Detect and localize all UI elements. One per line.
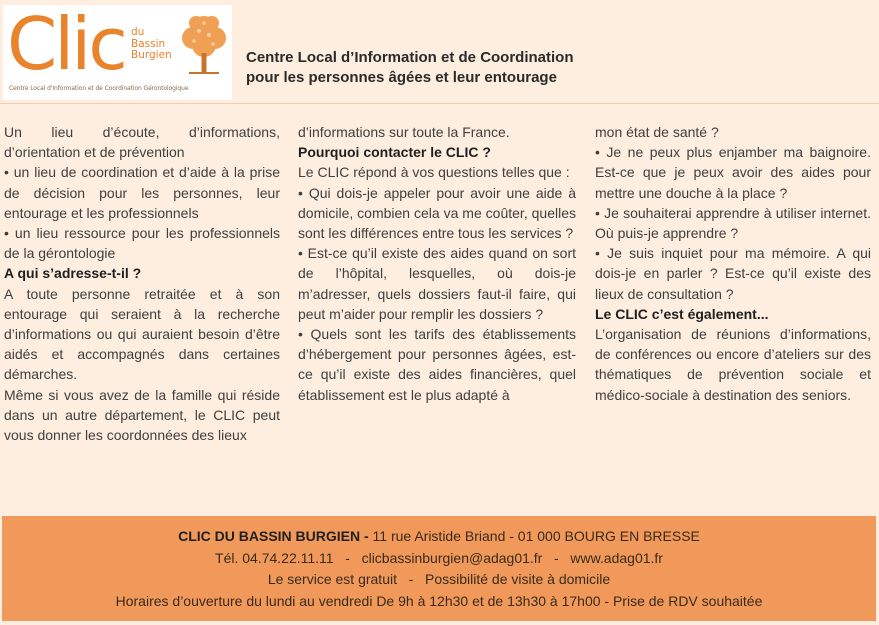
question-bathtub: • Je ne peux plus enjamber ma baignoire. Est-ce que je peux avoir des aides pour mettre une douche à la place ? [595,144,871,201]
title-line-1: Centre Local d’Information et de Coordination [246,49,574,66]
footer-address-line [2,526,876,548]
column-2 [298,122,576,507]
footer-hours: Horaires d’ouverture du lundi au vendredi De 9h à 12h30 et de 13h30 à 17h00 - Prise de RDV souhaitée [115,592,763,609]
question-internet: • Je souhaiterai apprendre à utiliser internet. Où puis-je apprendre ? [595,204,871,242]
heading-also: Le CLIC c’est également... [595,305,769,322]
logo-sub-burgien: Burgien [131,49,172,61]
column-1 [4,122,280,507]
logo-sub-du: du [131,26,145,38]
logo-wordmark: Clic [7,2,125,86]
footer-address: 11 rue Aristide Briand - 01 000 BOURG EN BRESSE [368,528,700,544]
bullet-coordination: • un lieu de coordination et d’aide à la prise de décision pour les personnes, leur entourage et les professionnels [4,164,280,221]
contact-footer [2,516,876,621]
also-text: L’organisation de réunions d’informations, de conférences ou encore d’ateliers sur des thématiques de prévention sociale et médico-sociale à destination des seniors. [595,326,871,403]
question-memory: • Je suis inquiet pour ma mémoire. A qui dois-je en parler ? Est-ce qu’il existe des lieux de consultation ? [595,245,871,302]
heading-audience: A qui s’adresse-t-il ? [4,265,142,282]
title-line-2: pour les personnes âgées et leur entourage [246,69,557,86]
question-tariffs: • Quels sont les tarifs des établissements d’hébergement pour personnes âgées, est-ce qu’il existe des aides financières, quel établissement est le plus adapté à [298,326,576,403]
bullet-ressource: • un lieu ressource pour les professionnels de la gérontologie [4,225,280,262]
family-text-cont: d’informations sur toute la France. [298,124,510,140]
logo-sub-bassin: Bassin [131,37,166,50]
header-divider [0,103,879,104]
why-intro: Le CLIC répond à vos questions telles que : [298,164,570,181]
audience-text: A toute personne retraitée et à son entourage qui seraient à la recherche d’informations ou qui auraient besoin d’être aidés et accompagnés dans certaines démarches. [4,285,280,383]
page-title [246,48,866,88]
family-text: Même si vous avez de la famille qui réside dans un autre département, le CLIC peut vous donner les coordonnées des lieux [4,386,280,444]
footer-org-name: CLIC DU BASSIN BURGIEN - [178,528,369,544]
tree-icon [179,11,229,77]
logo-tagline: Centre Local d'Information et de Coordination Gérontologique [9,85,189,92]
intro-text: Un lieu d’écoute, d’informations, d’orientation et de prévention [4,124,280,161]
column-3 [595,122,871,507]
footer-service: Le service est gratuit - Possibilité de visite à domicile [267,571,611,587]
footer-contact: Tél. 04.74.22.11.11 - clicbassinburgien@adag01.fr - www.adag01.fr [215,549,663,566]
question-home-help: • Qui dois-je appeler pour avoir une aide à domicile, combien cela va me coûter, quelles sont les différences entre tous les services ? [298,184,576,242]
question-tariffs-cont: mon état de santé ? [595,124,719,140]
clic-logo [3,2,232,100]
question-hospital: • Est-ce qu’il existe des aides quand on sort de l’hôpital, lesquelles, où dois-je m’adresser, quels dossiers faut-il faire, qui peut m’aider pour remplir les dossiers ? [298,245,576,322]
heading-why: Pourquoi contacter le CLIC ? [298,144,491,161]
